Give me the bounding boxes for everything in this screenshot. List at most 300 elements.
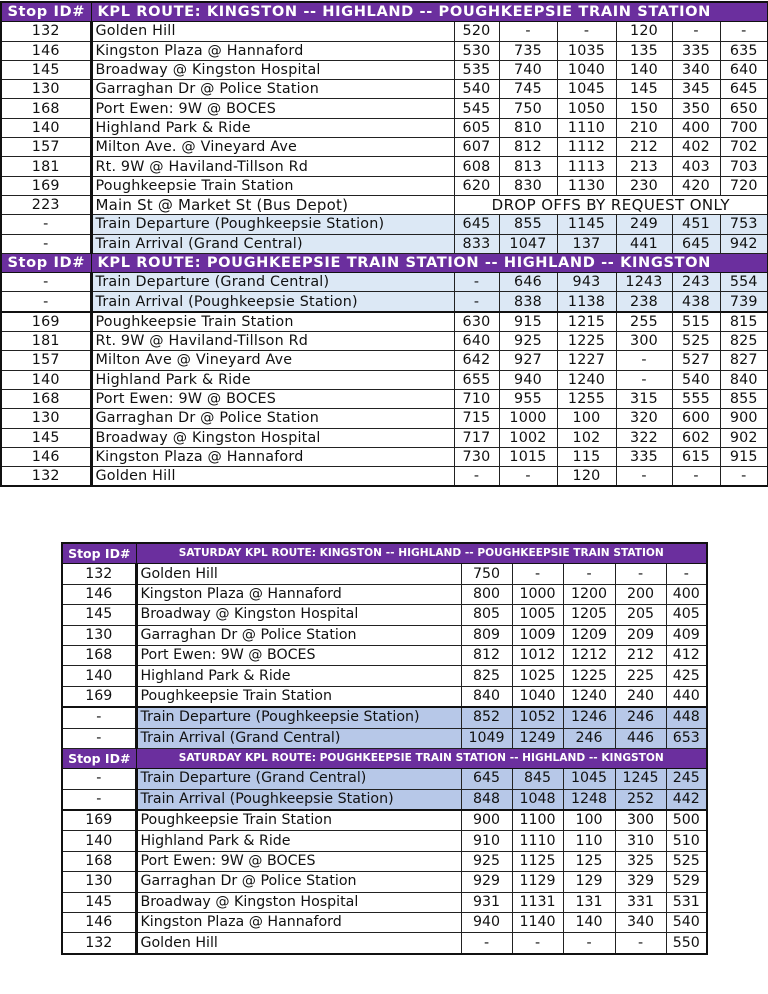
departure-time: 900 [720,409,768,428]
departure-time: 540 [454,80,499,99]
stop-name: Rt. 9W @ Haviland-Tillson Rd [91,157,454,176]
schedule-row [1,447,768,466]
stop-name: Milton Ave @ Vineyard Ave [91,351,454,370]
departure-time: 645 [672,234,720,253]
train-row [1,273,768,292]
stop-name: Kingston Plaza @ Hannaford [91,447,454,466]
departure-time: 1012 [512,645,563,665]
stop-name: Golden Hill [136,933,461,954]
schedule-row [62,645,707,665]
departure-time: 700 [720,118,768,137]
route-header-row [62,748,707,768]
stop-name: Main St @ Market St (Bus Depot) [91,195,454,214]
departure-time: 350 [672,99,720,118]
depot-row [1,195,768,214]
departure-time: 900 [461,810,512,831]
route-header-row [62,543,707,564]
departure-time: 739 [720,292,768,312]
departure-time: - [512,933,563,954]
departure-time: 529 [666,872,707,892]
stop-id: 168 [62,645,136,665]
stop-id: - [1,292,91,312]
departure-time: 137 [557,234,616,253]
departure-time: 325 [615,851,666,871]
departure-time: 320 [616,409,672,428]
departure-time: - [557,22,616,41]
departure-time: 125 [563,851,615,871]
departure-time: 1243 [616,273,672,292]
stop-id: 132 [62,933,136,954]
stop-id: 132 [62,564,136,584]
departure-time: 1000 [499,409,557,428]
route-title: SATURDAY KPL ROUTE: POUGHKEEPSIE TRAIN STATION -- HIGHLAND -- KINGSTON [136,748,707,768]
departure-time: 535 [454,60,499,79]
departure-time: 813 [499,157,557,176]
departure-time: 740 [499,60,557,79]
stop-name: Train Arrival (Grand Central) [136,728,461,748]
departure-time: 200 [615,584,666,604]
route-title: KPL ROUTE: POUGHKEEPSIE TRAIN STATION -- HIGHLAND -- KINGSTON [91,253,768,272]
departure-time: - [720,22,768,41]
departure-time: 1100 [512,810,563,831]
departure-time: 345 [672,80,720,99]
stop-id: 146 [1,41,91,60]
departure-time: 1015 [499,447,557,466]
departure-time: 640 [720,60,768,79]
departure-time: 405 [666,605,707,625]
stop-id: 146 [62,913,136,933]
schedule-row [1,118,768,137]
departure-time: 322 [616,428,672,447]
route-header-row [1,2,768,22]
departure-time: 833 [454,234,499,253]
stop-id: 168 [1,389,91,408]
departure-time: 545 [454,99,499,118]
departure-time: - [666,564,707,584]
departure-time: 1112 [557,138,616,157]
route-header-row [1,253,768,272]
stop-id: 169 [1,176,91,195]
departure-time: 409 [666,625,707,645]
stop-name: Rt. 9W @ Haviland-Tillson Rd [91,332,454,351]
departure-time: 400 [672,118,720,137]
departure-time: - [499,22,557,41]
stop-name: Broadway @ Kingston Hospital [91,60,454,79]
departure-time: 645 [461,769,512,789]
departure-time: 120 [557,467,616,487]
departure-time: 929 [461,872,512,892]
departure-time: 931 [461,892,512,912]
departure-time: 442 [666,789,707,810]
stop-id: - [1,273,91,292]
departure-time: 527 [672,351,720,370]
schedule-row [1,157,768,176]
departure-time: 855 [499,215,557,234]
departure-time: 1215 [557,312,616,332]
departure-time: 554 [720,273,768,292]
stop-id: 157 [1,351,91,370]
schedule-row [1,467,768,487]
departure-time: - [616,351,672,370]
departure-time: 315 [616,389,672,408]
stop-id: 168 [62,851,136,871]
stop-name: Highland Park & Ride [91,370,454,389]
departure-time: 809 [461,625,512,645]
route-title: SATURDAY KPL ROUTE: KINGSTON -- HIGHLAND -- POUGHKEEPSIE TRAIN STATION [136,543,707,564]
departure-time: 510 [666,831,707,851]
departure-time: 640 [454,332,499,351]
departure-time: 800 [461,584,512,604]
departure-time: 650 [720,99,768,118]
departure-time: 805 [461,605,512,625]
stop-name: Port Ewen: 9W @ BOCES [91,389,454,408]
departure-time: 1209 [563,625,615,645]
stop-id: 145 [62,892,136,912]
stop-name: Kingston Plaza @ Hannaford [136,584,461,604]
departure-time: 940 [499,370,557,389]
departure-time: - [454,467,499,487]
departure-time: 702 [720,138,768,157]
departure-time: 420 [672,176,720,195]
departure-time: 1049 [461,728,512,748]
train-row [62,728,707,748]
departure-time: 600 [672,409,720,428]
departure-time: 710 [454,389,499,408]
departure-time: 540 [672,370,720,389]
schedule-row [1,351,768,370]
departure-time: 605 [454,118,499,137]
departure-time: 550 [666,933,707,954]
departure-time: 246 [563,728,615,748]
schedule-row [1,409,768,428]
stop-id: 130 [1,80,91,99]
departure-time: 438 [672,292,720,312]
departure-time: - [616,467,672,487]
departure-time: 615 [672,447,720,466]
departure-time: 300 [615,810,666,831]
departure-time: 500 [666,810,707,831]
departure-time: 1130 [557,176,616,195]
stop-id: 140 [1,370,91,389]
weekday-schedule-table [0,1,768,487]
departure-time: 245 [666,769,707,789]
departure-time: 1255 [557,389,616,408]
schedule-row [1,370,768,389]
stop-id: 145 [1,60,91,79]
departure-time: 1125 [512,851,563,871]
departure-time: 310 [615,831,666,851]
departure-time: 243 [672,273,720,292]
stop-id: 169 [62,686,136,707]
departure-time: 255 [616,312,672,332]
stop-id-header: Stop ID# [1,2,91,22]
departure-time: - [563,564,615,584]
stop-id: 130 [1,409,91,428]
departure-time: 653 [666,728,707,748]
departure-time: 753 [720,215,768,234]
stop-id: 168 [1,99,91,118]
departure-time: 451 [672,215,720,234]
departure-time: 602 [672,428,720,447]
departure-time: 1138 [557,292,616,312]
departure-time: 446 [615,728,666,748]
departure-time: - [720,467,768,487]
departure-time: 940 [461,913,512,933]
departure-time: 848 [461,789,512,810]
departure-time: 1045 [563,769,615,789]
departure-time: 1246 [563,707,615,728]
stop-name: Garraghan Dr @ Police Station [91,80,454,99]
departure-time: 925 [461,851,512,871]
departure-time: - [454,273,499,292]
schedule-row [62,810,707,831]
departure-time: 140 [563,913,615,933]
schedule-row [62,686,707,707]
departure-time: 115 [557,447,616,466]
departure-time: 840 [720,370,768,389]
stop-id: 181 [1,332,91,351]
stop-name: Highland Park & Ride [136,666,461,686]
departure-time: 102 [557,428,616,447]
departure-time: 329 [615,872,666,892]
stop-name: Kingston Plaza @ Hannaford [136,913,461,933]
departure-time: 1225 [563,666,615,686]
departure-time: 100 [563,810,615,831]
departure-time: 129 [563,872,615,892]
stop-id: 169 [62,810,136,831]
departure-time: 340 [615,913,666,933]
stop-name: Garraghan Dr @ Police Station [91,409,454,428]
stop-id: 132 [1,467,91,487]
departure-time: 646 [499,273,557,292]
stop-name: Train Arrival (Grand Central) [91,234,454,253]
departure-time: 1040 [557,60,616,79]
stop-id: - [62,789,136,810]
schedule-row [62,666,707,686]
departure-time: - [563,933,615,954]
stop-id: 169 [1,312,91,332]
departure-time: 131 [563,892,615,912]
train-row [1,292,768,312]
departure-time: 1035 [557,41,616,60]
departure-time: 1140 [512,913,563,933]
departure-time: 331 [615,892,666,912]
departure-time: 238 [616,292,672,312]
departure-time: 955 [499,389,557,408]
departure-time: 212 [616,138,672,157]
departure-time: 249 [616,215,672,234]
departure-time: 1110 [512,831,563,851]
train-row [1,215,768,234]
stop-id: 140 [62,831,136,851]
departure-time: 530 [454,41,499,60]
departure-time: 902 [720,428,768,447]
departure-time: 1040 [512,686,563,707]
departure-time: 1227 [557,351,616,370]
departure-time: 1002 [499,428,557,447]
schedule-row [62,892,707,912]
departure-time: 1045 [557,80,616,99]
departure-time: 1047 [499,234,557,253]
stop-id: 140 [62,666,136,686]
route-title: KPL ROUTE: KINGSTON -- HIGHLAND -- POUGHKEEPSIE TRAIN STATION [91,2,768,22]
train-row [1,234,768,253]
schedule-row [62,625,707,645]
departure-time: 1009 [512,625,563,645]
departure-time: 1000 [512,584,563,604]
stop-name: Port Ewen: 9W @ BOCES [91,99,454,118]
departure-time: 230 [616,176,672,195]
stop-name: Highland Park & Ride [136,831,461,851]
schedule-row [62,913,707,933]
stop-id: 146 [62,584,136,604]
departure-time: 827 [720,351,768,370]
schedule-row [62,851,707,871]
stop-name: Golden Hill [91,467,454,487]
departure-time: 1205 [563,605,615,625]
departure-time: 1005 [512,605,563,625]
stop-name: Poughkeepsie Train Station [136,810,461,831]
departure-time: 915 [499,312,557,332]
departure-time: 942 [720,234,768,253]
departure-time: 720 [720,176,768,195]
departure-time: 205 [615,605,666,625]
departure-time: - [672,467,720,487]
departure-time: 525 [672,332,720,351]
schedule-row [1,80,768,99]
departure-time: 812 [499,138,557,157]
stop-id-header: Stop ID# [62,748,136,768]
stop-id: 145 [1,428,91,447]
saturday-schedule-table [61,542,708,955]
departure-time: 213 [616,157,672,176]
departure-time: 830 [499,176,557,195]
schedule-row [1,428,768,447]
departure-time: 607 [454,138,499,157]
stop-name: Train Departure (Poughkeepsie Station) [91,215,454,234]
stop-name: Train Departure (Poughkeepsie Station) [136,707,461,728]
departure-time: 540 [666,913,707,933]
departure-time: 925 [499,332,557,351]
schedule-row [1,138,768,157]
stop-name: Kingston Plaza @ Hannaford [91,41,454,60]
departure-time: 335 [672,41,720,60]
stop-id: 223 [1,195,91,214]
departure-time: 642 [454,351,499,370]
stop-id-header: Stop ID# [1,253,91,272]
departure-time: - [512,564,563,584]
departure-time: 852 [461,707,512,728]
schedule-row [62,605,707,625]
departure-time: 810 [499,118,557,137]
schedule-row [1,176,768,195]
stop-name: Train Arrival (Poughkeepsie Station) [91,292,454,312]
departure-time: 240 [615,686,666,707]
stop-id: - [1,215,91,234]
departure-time: 703 [720,157,768,176]
departure-time: 943 [557,273,616,292]
stop-id: - [62,728,136,748]
departure-time: - [461,933,512,954]
departure-time: 1113 [557,157,616,176]
departure-time: 1110 [557,118,616,137]
departure-time: 100 [557,409,616,428]
departure-time: 252 [615,789,666,810]
departure-time: 145 [616,80,672,99]
departure-time: 135 [616,41,672,60]
schedule-row [62,872,707,892]
departure-time: - [616,370,672,389]
departure-time: 655 [454,370,499,389]
departure-time: 608 [454,157,499,176]
departure-time: 717 [454,428,499,447]
departure-time: 531 [666,892,707,912]
stop-name: Port Ewen: 9W @ BOCES [136,645,461,665]
departure-time: 927 [499,351,557,370]
drop-off-note: DROP OFFS BY REQUEST ONLY [454,195,768,214]
departure-time: 402 [672,138,720,157]
stop-id-header: Stop ID# [62,543,136,564]
departure-time: 555 [672,389,720,408]
stop-name: Garraghan Dr @ Police Station [136,872,461,892]
departure-time: 412 [666,645,707,665]
departure-time: - [672,22,720,41]
schedule-row [62,584,707,604]
departure-time: 246 [615,707,666,728]
departure-time: 212 [615,645,666,665]
departure-time: 645 [454,215,499,234]
departure-time: 300 [616,332,672,351]
stop-id: 146 [1,447,91,466]
departure-time: 1052 [512,707,563,728]
schedule-row [1,389,768,408]
stop-name: Poughkeepsie Train Station [136,686,461,707]
train-row [62,707,707,728]
departure-time: - [454,292,499,312]
departure-time: - [499,467,557,487]
departure-time: 910 [461,831,512,851]
stop-name: Broadway @ Kingston Hospital [136,605,461,625]
departure-time: 1245 [615,769,666,789]
stop-id: 130 [62,625,136,645]
stop-name: Milton Ave. @ Vineyard Ave [91,138,454,157]
departure-time: 815 [720,312,768,332]
stop-id: - [62,707,136,728]
stop-name: Highland Park & Ride [91,118,454,137]
departure-time: 1212 [563,645,615,665]
departure-time: 448 [666,707,707,728]
train-row [62,789,707,810]
schedule-row [62,831,707,851]
schedule-row [1,60,768,79]
departure-time: 440 [666,686,707,707]
stop-id: 157 [1,138,91,157]
departure-time: 750 [499,99,557,118]
stop-name: Port Ewen: 9W @ BOCES [136,851,461,871]
stop-name: Broadway @ Kingston Hospital [136,892,461,912]
departure-time: 1248 [563,789,615,810]
departure-time: 855 [720,389,768,408]
stop-name: Golden Hill [136,564,461,584]
departure-time: - [615,933,666,954]
stop-id: - [62,769,136,789]
departure-time: 225 [615,666,666,686]
departure-time: 630 [454,312,499,332]
schedule-row [62,564,707,584]
departure-time: 525 [666,851,707,871]
departure-time: 845 [512,769,563,789]
departure-time: 1225 [557,332,616,351]
